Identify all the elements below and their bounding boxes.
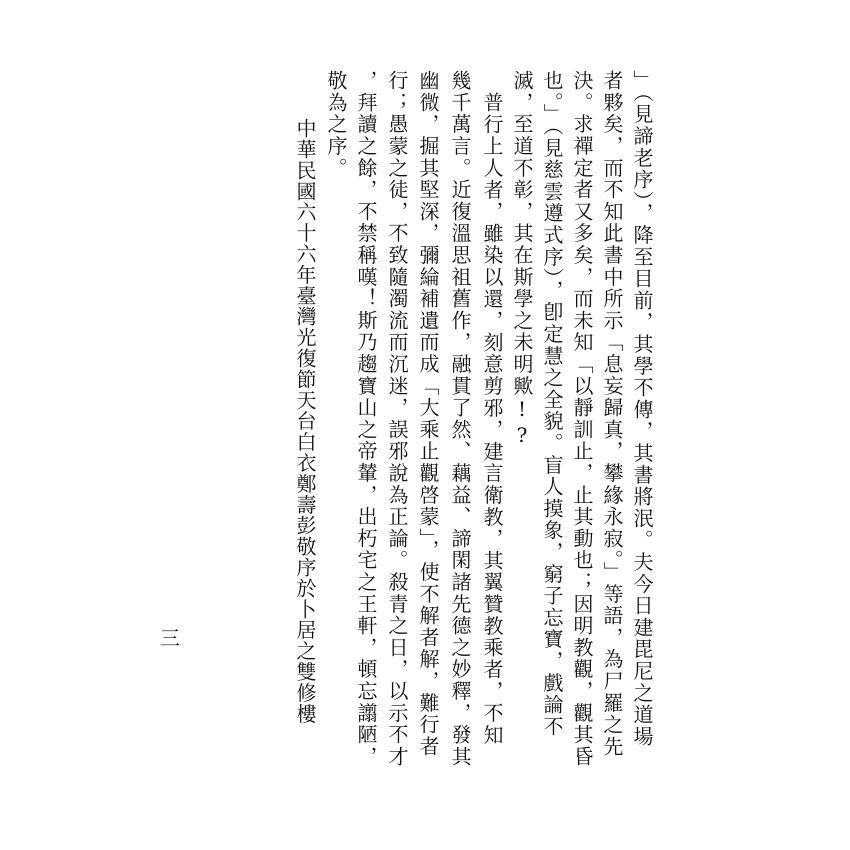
text-column: 行；愚蒙之徒，不致隨濁流而沉迷，誤邪說為正論。殺青之日，以示不才: [385, 70, 409, 768]
text-column: 幾千萬言。近復溫思祖舊作，融貫了然、藕益、諦閑諸先德之妙釋，發其: [448, 70, 472, 768]
text-column: 幽微，掘其堅深，彌綸補遺而成「大乘止觀啓蒙」，使不解者解，難行者: [416, 70, 440, 758]
text-column: 滅，至道不彰，其在斯學之未明歟!?: [510, 70, 534, 449]
page-number: 三: [160, 626, 180, 650]
text-column: 普行上人者，雖染以還，刻意剪邪，建言衛教，其翼贊教乘者，不知: [480, 92, 504, 746]
text-column: 敬為之序。: [324, 70, 348, 179]
text-column: 決。求禪定者又多矣，而未知「以靜訓止，止其動也；因明教觀，觀其昏: [570, 70, 594, 768]
signature-line: 中華民國六十六年臺灣光復節天台白衣鄭壽彭敬序於卜居之雙修樓: [293, 118, 317, 725]
text-column: 者夥矣，而不知此書中所示「息妄歸真，攀緣永寂。」等語，為尸羅之先: [600, 70, 624, 758]
text-column: 」（見諦老序），降至目前，其學不傳，其書將泯。夫今日建毘尼之道場: [630, 70, 654, 748]
text-column: 也。」（見慈雲遵式序），卽定慧之全貌。盲人摸象，窮子忘寶，戲論不: [540, 70, 564, 738]
text-column: ，拜讀之餘，不禁稱嘆！斯乃趨寶山之帝輦，出朽宅之王軒，頓忘譾陋，: [354, 70, 378, 768]
